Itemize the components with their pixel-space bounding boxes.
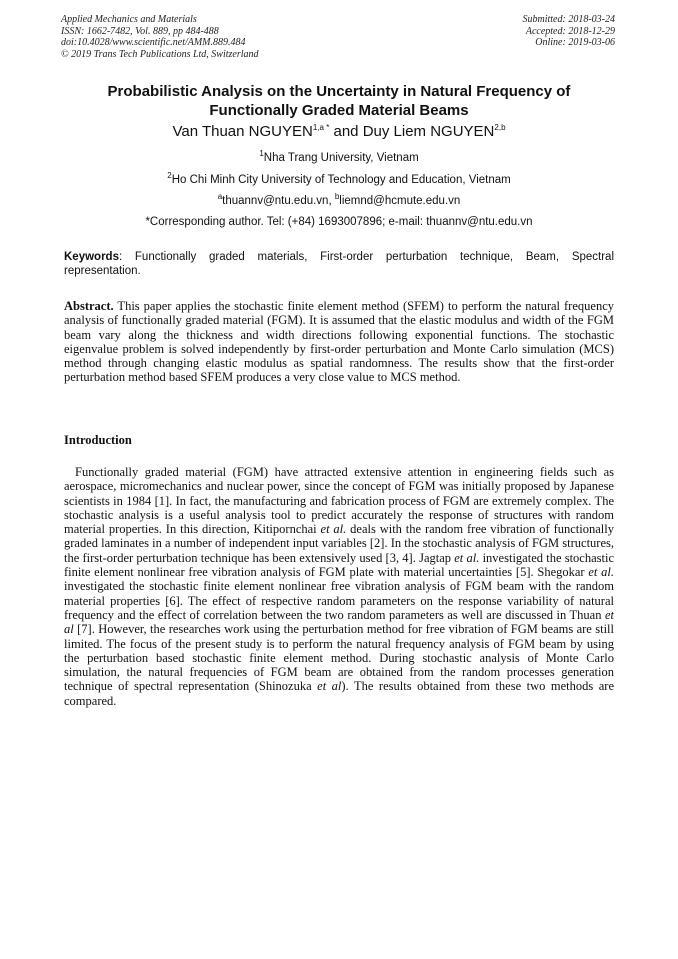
intro-text-3: investigated the stochastic finite element nonlinear free vibration analysis of FGM plate with material uncertainties [5]. Shegokar <box>64 550 615 580</box>
email-line <box>0 194 678 208</box>
affiliation-1-superscript: 1 <box>259 149 264 159</box>
email-b-text: liemnd@hcmute.edu.vn <box>339 195 461 207</box>
intro-etal-2: et al. <box>454 550 480 565</box>
journal-issn: ISSN: 1662-7482, Vol. 889, pp 484-488 <box>61 25 219 37</box>
title-line-2: Functionally Graded Material Beams <box>209 102 469 119</box>
affiliation-2-superscript: 2 <box>167 171 172 181</box>
journal-name: Applied Mechanics and Materials <box>61 14 197 25</box>
intro-text-4: investigated the stochastic finite element nonlinear free vibration analysis of FGM beam with the random material properties [6]. The effect of respective random parameters on the response variability of natural frequency and the effect of correlation between the two random parameters as well are discussed in Thuan <box>64 579 614 622</box>
affiliation-1 <box>0 151 678 165</box>
author-joiner: and <box>329 123 363 140</box>
accepted-date: Accepted: 2018-12-29 <box>525 25 615 37</box>
author-1-superscript: 1,a * <box>312 123 330 132</box>
abstract-paragraph <box>64 299 614 385</box>
submission-dates <box>523 14 616 60</box>
introduction-heading: Introduction <box>64 433 132 447</box>
paper-title <box>0 82 678 120</box>
email-b-superscript: b <box>334 192 340 202</box>
author-2-superscript: 2,b <box>494 123 506 132</box>
intro-text-5: [7]. However, the researches work using the perturbation method for free vibration of FGM beams are still limited. The focus of the present study is to perform the natural frequency analysis of FGM beam by using the perturbation based stochastic finite element method. During stochastic analysis of Monte Carlo simulation, the natural frequencies of FGM beam are obtained from the random processes generation technique of spectral representation (Shinozuka <box>64 622 614 694</box>
journal-copyright: © 2019 Trans Tech Publications Ltd, Switzerland <box>61 48 259 60</box>
affiliation-1-text: Nha Trang University, Vietnam <box>263 152 419 164</box>
keywords-paragraph <box>64 250 614 278</box>
online-date: Online: 2019-03-06 <box>535 37 615 49</box>
journal-info <box>61 14 259 60</box>
corresponding-author: *Corresponding author. Tel: (+84) 1693007896; e-mail: thuannv@ntu.edu.vn <box>145 216 533 228</box>
intro-etal-1: et al. <box>320 522 347 537</box>
intro-text-6: ). The results obtained from these two methods are compared. <box>64 679 615 708</box>
author-line <box>0 123 678 141</box>
intro-text-2: deals with the random free vibration of functionally graded laminates in a number of independent input variables [2]. In the stochastic analysis of FGM structures, the first-order perturbation technique has been extensively used [3, 4]. Jagtap <box>64 522 614 565</box>
email-a-text: thuannv@ntu.edu.vn, <box>222 195 335 207</box>
affiliation-2 <box>0 173 678 187</box>
submitted-date: Submitted: 2018-03-24 <box>522 14 615 25</box>
intro-etal-4: et al <box>64 607 614 637</box>
journal-header <box>61 14 615 60</box>
affiliation-2-text: Ho Chi Minh City University of Technology and Education, Vietnam <box>171 174 511 186</box>
intro-text-1: Functionally graded material (FGM) have attracted extensive attention in engineering fields such as aerospace, micromechanics and nuclear power, since the concept of FGM was initially proposed by Japanese scientists in 1984 [1]. In fact, the manufacturing and fabrication process of FGM are extremely complex. The stochastic analysis is a useful analysis tool to predict accurately the response of structures with random material properties. In this direction, Kitipornchai <box>64 465 614 537</box>
keywords-text: : Functionally graded materials, First-order perturbation technique, Beam, Spectral representation. <box>64 251 614 277</box>
introduction-paragraph <box>64 465 614 708</box>
author-2-name: Duy Liem NGUYEN <box>362 123 495 140</box>
author-1-name: Van Thuan NGUYEN <box>172 123 313 140</box>
title-line-1: Probabilistic Analysis on the Uncertainty in Natural Frequency of <box>107 83 571 100</box>
abstract-label: Abstract. <box>64 299 114 313</box>
intro-etal-5: et al <box>317 679 342 694</box>
email-a-superscript: a <box>217 192 223 202</box>
intro-etal-3: et al. <box>588 565 614 580</box>
keywords-label: Keywords <box>64 251 119 263</box>
journal-doi: doi:10.4028/www.scientific.net/AMM.889.484 <box>61 37 246 49</box>
abstract-text: This paper applies the stochastic finite element method (SFEM) to perform the natural frequency analysis of functionally graded material (FGM). It is assumed that the elastic modulus and width of the FGM beam vary along the thickness and width directions following exponential functions. The stochastic eigenvalue problem is solved independently by first-order perturbation and Monte Carlo simulation (MCS) method through changing elastic modulus as spatial randomness. The results show that the first-order perturbation method based SFEM produces a very close value to MCS method. <box>64 299 614 385</box>
